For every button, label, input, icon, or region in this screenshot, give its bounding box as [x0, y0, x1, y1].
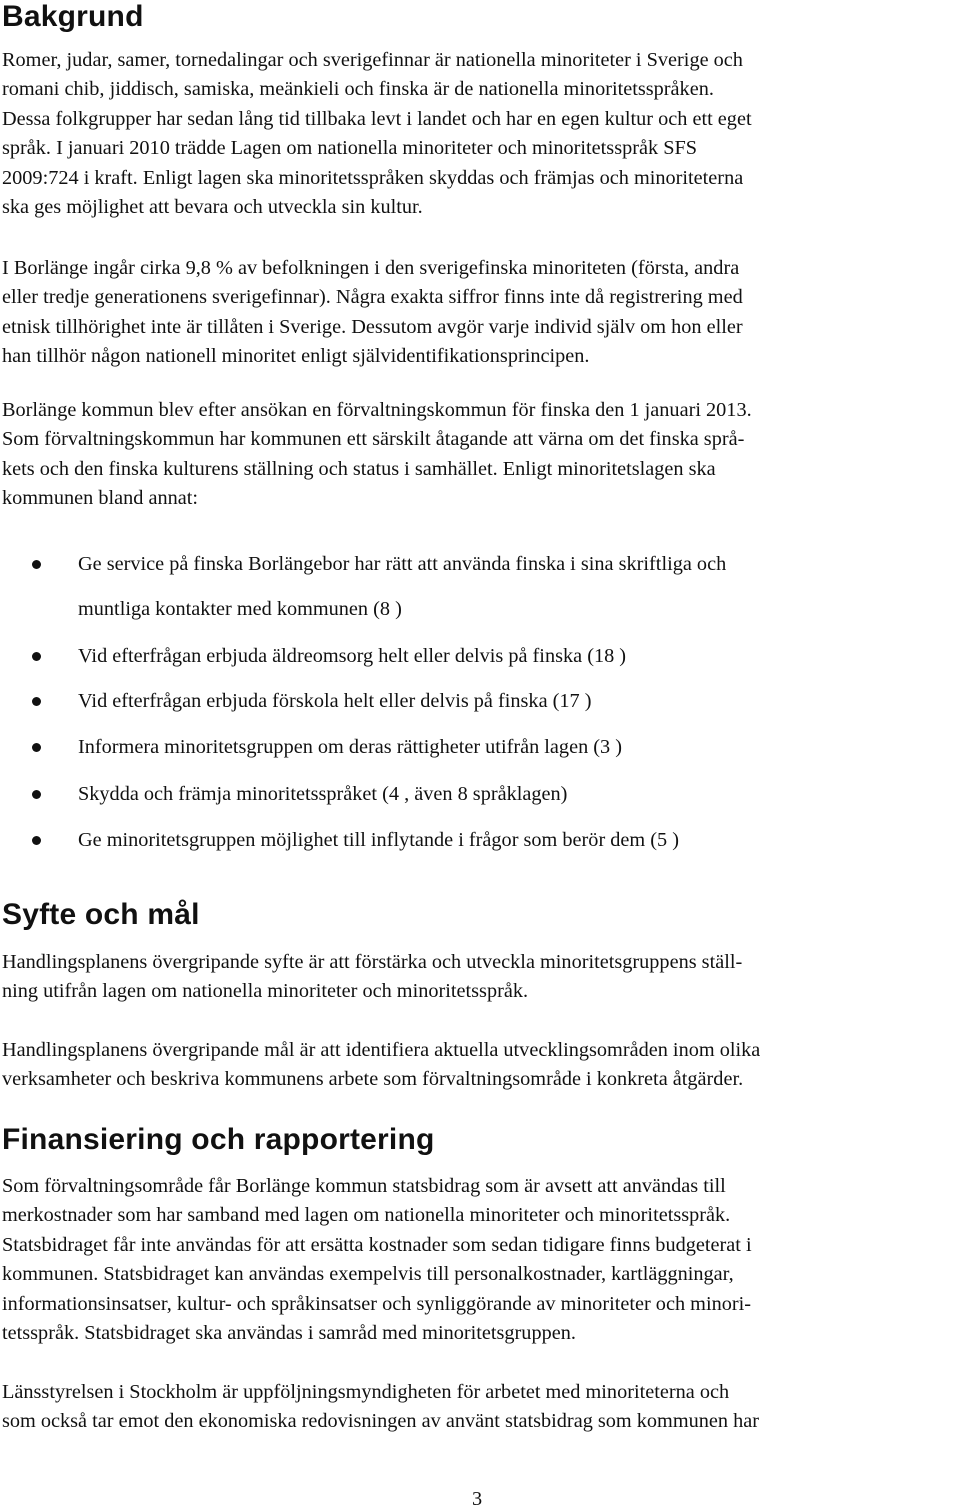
paragraph-syfte-2: Handlingsplanens övergripande mål är att identifiera aktuella utvecklingsområden inom olika verksamheter och beskriva kommunens arbete som förvaltningsområde i konkreta åtgärder.	[2, 1039, 761, 1091]
bullet-dot-icon	[32, 743, 41, 752]
list-item-text: Vid efterfrågan erbjuda äldreomsorg helt eller delvis på finska (18 )	[78, 645, 627, 667]
paragraph-bakgrund-1: Romer, judar, samer, tornedalingar och sverigefinnar är nationella minoriteter i Sverige och romani chib, jiddisch, samiska, meänkieli och finska är de nationella minoritetsspråken. Dessa folkgrupper har sedan lång tid tillbaka levt i landet och har en egen kultur och ett eget språk. I januari 2010 trädde Lagen om nationella minoriteter och minoritetsspråk SFS 2009:724 i kraft. Enligt lagen ska minoritetsspråken skyddas och främjas och minoriteterna ska ges möjlighet att bevara och utveckla sin kultur.	[2, 49, 752, 219]
paragraph-bakgrund-3: Borlänge kommun blev efter ansökan en förvaltningskommun för finska den 1 januari 2013. Som förvaltningskommun har kommunen ett särskilt åtagande att värna om det finska språ- kets och den finska kulturens ställning och status i samhället. Enligt minoritetslagen ska kommunen bland annat:	[2, 399, 752, 510]
bullet-dot-icon	[32, 836, 41, 845]
paragraph-bakgrund-2: I Borlänge ingår cirka 9,8 % av befolkningen i den sverigefinska minoriteten (första, andra eller tredje generationens sverigefinnar). Några exakta siffror finns inte då registrering med etnisk tillhörighet inte är tillåten i Sverige. Dessutom avgör varje individ själv om hon eller han tillhör någon nationell minoritet enligt självidentifikationsprincipen.	[2, 257, 743, 368]
list-item-text: Vid efterfrågan erbjuda förskola helt eller delvis på finska (17 )	[78, 690, 592, 712]
list-item-text: Skydda och främja minoritetsspråket (4 , även 8 språklagen)	[78, 783, 568, 805]
list-item-text: Informera minoritetsgruppen om deras rättigheter utifrån lagen (3 )	[78, 736, 623, 758]
paragraph-syfte-1: Handlingsplanens övergripande syfte är att förstärka och utveckla minoritetsgruppens ställ- ning utifrån lagen om nationella minoriteter och minoritetsspråk.	[2, 951, 743, 1003]
list-item-text: Ge minoritetsgruppen möjlighet till inflytande i frågor som berör dem (5 )	[78, 829, 679, 851]
bullet-dot-icon	[32, 652, 41, 661]
bullet-dot-icon	[32, 560, 41, 569]
paragraph-finansiering-2: Länsstyrelsen i Stockholm är uppföljningsmyndigheten för arbetet med minoriteterna och som också tar emot den ekonomiska redovisningen av använt statsbidrag som kommunen har	[2, 1381, 760, 1433]
list-item-text: Ge service på finska Borlängebor har rätt att använda finska i sina skriftliga och muntliga kontakter med kommunen (8 )	[78, 553, 727, 620]
page-number: 3	[472, 1488, 483, 1510]
heading-bakgrund: Bakgrund	[2, 0, 144, 33]
bullet-dot-icon	[32, 697, 41, 706]
heading-syfte-och-mal: Syfte och mål	[2, 898, 200, 931]
bullet-dot-icon	[32, 790, 41, 799]
paragraph-finansiering-1: Som förvaltningsområde får Borlänge kommun statsbidrag som är avsett att användas till merkostnader som har samband med lagen om nationella minoriteter och minoritetsspråk. Statsbidraget får inte användas för att ersätta kostnader som sedan tidigare finns budgeterat i kommunen. Statsbidraget kan användas exempelvis till personalkostnader, kartläggningar, informationsinsatser, kultur- och språkinsatser och synliggörande av minoriteter och minori- tetsspråk. Statsbidraget ska användas i samråd med minoritetsgruppen.	[2, 1175, 752, 1345]
heading-finansiering: Finansiering och rapportering	[2, 1123, 435, 1156]
